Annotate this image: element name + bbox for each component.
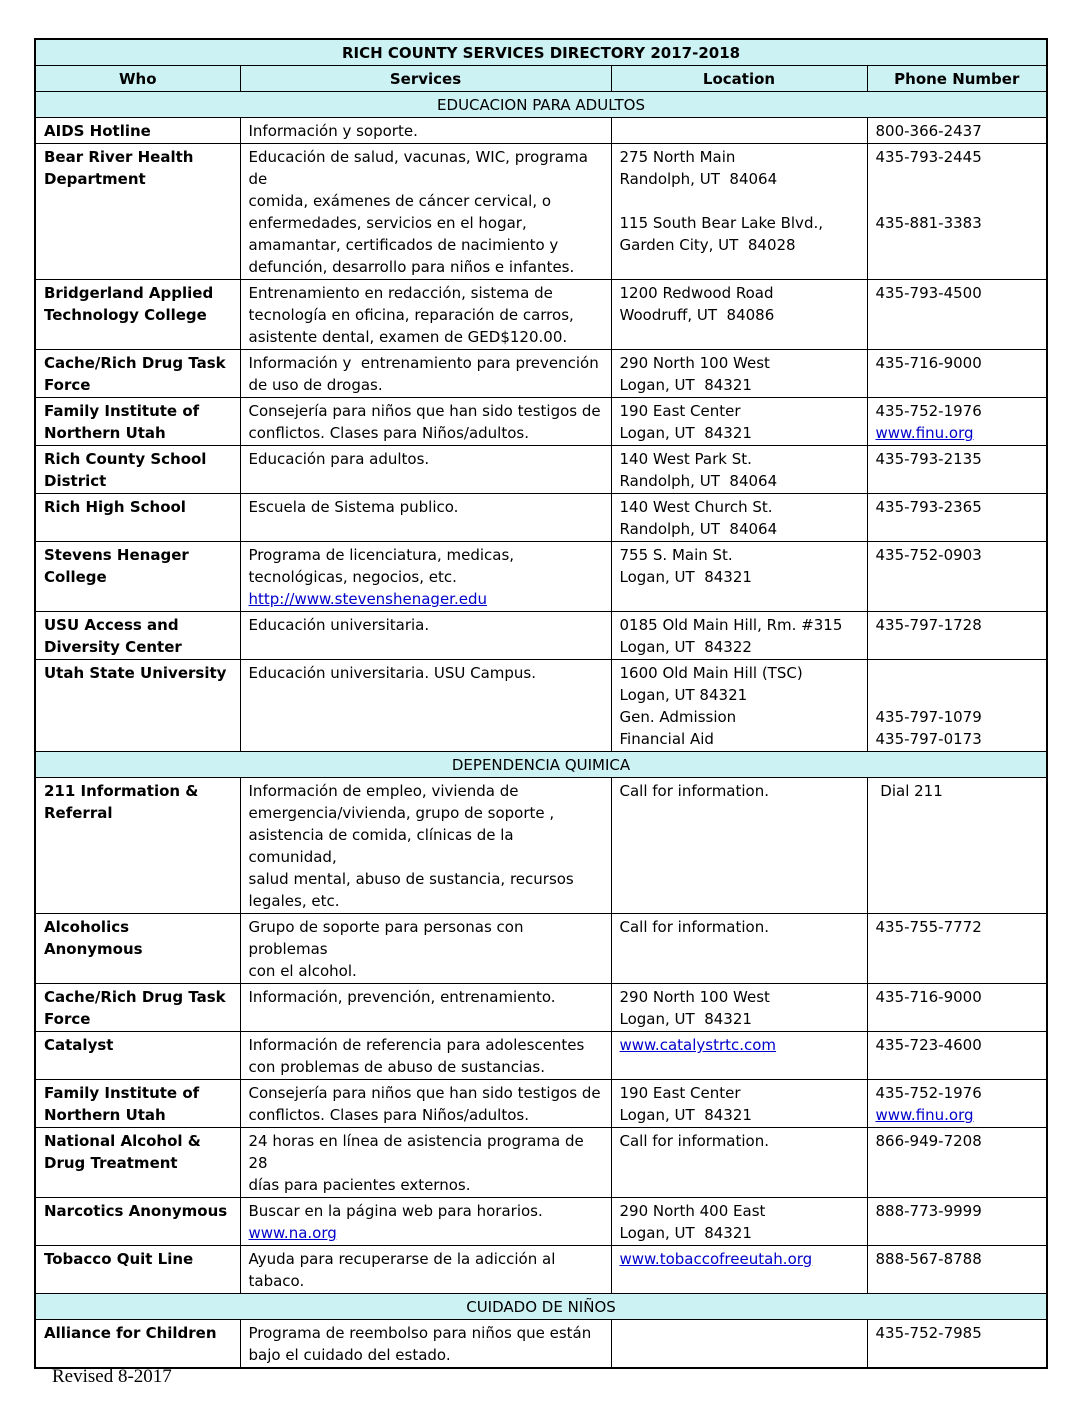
service-description-line: Consejería para niños que han sido testigos de (248, 1084, 601, 1102)
table-row (35, 542, 1047, 612)
location-cell (611, 1128, 867, 1198)
location-cell (611, 494, 867, 542)
location-cell (611, 144, 867, 280)
phone-number: 435-752-7985 (875, 1324, 982, 1342)
phone-cell (867, 494, 1047, 542)
table-row (35, 398, 1047, 446)
organization-name-line: Stevens Henager (44, 546, 189, 564)
section-heading: DEPENDENCIA QUIMICA (35, 752, 1047, 778)
section-header-row (35, 92, 1047, 118)
address-line: 140 West Park St. (619, 450, 752, 468)
service-description-line: Programa de licenciatura, medicas, (248, 546, 515, 564)
services-cell (240, 494, 611, 542)
location-cell (611, 1080, 867, 1128)
phone-number: 888-567-8788 (875, 1250, 982, 1268)
service-description-line: con el alcohol. (248, 962, 357, 980)
column-header-location: Location (611, 66, 867, 92)
table-row (35, 984, 1047, 1032)
organization-name-line: Bridgerland Applied (44, 284, 214, 302)
location-cell (611, 280, 867, 350)
service-description-line: emergencia/vivienda, grupo de soporte , (248, 804, 555, 822)
organization-name-line: Utah State University (44, 664, 227, 682)
table-row (35, 1198, 1047, 1246)
address-line: Woodruff, UT 84086 (619, 306, 775, 324)
services-cell (240, 1032, 611, 1080)
service-description-line: legales, etc. (248, 892, 340, 910)
location-cell (611, 1198, 867, 1246)
service-description-line: enfermedades, servicios en el hogar, (248, 214, 527, 232)
location-cell (611, 984, 867, 1032)
who-cell (35, 914, 240, 984)
table-row (35, 778, 1047, 914)
who-cell (35, 118, 240, 144)
who-cell (35, 778, 240, 914)
service-description-line: conflictos. Clases para Niños/adultos. (248, 1106, 529, 1124)
organization-name-line: Diversity Center (44, 638, 182, 656)
directory-title: RICH COUNTY SERVICES DIRECTORY 2017-2018 (35, 39, 1047, 66)
organization-name-line: Alcoholics Anonymous (44, 918, 143, 958)
organization-name-line: AIDS Hotline (44, 122, 151, 140)
address-line: Randolph, UT 84064 (619, 520, 778, 538)
phone-cell (867, 350, 1047, 398)
address-line: Financial Aid (619, 730, 714, 748)
phone-number: 435-793-2135 (875, 450, 982, 468)
phone-number (876, 684, 1039, 706)
service-description-line: Consejería para niños que han sido testigos de (248, 402, 601, 420)
organization-name-line: National Alcohol & (44, 1132, 201, 1150)
service-description-line: tabaco. (248, 1272, 305, 1290)
phone-number: 435-723-4600 (875, 1036, 982, 1054)
phone-number: 888-773-9999 (875, 1202, 982, 1220)
phone-number: 435-755-7772 (875, 918, 982, 936)
service-description-line: defunción, desarrollo para niños e infantes. (248, 258, 575, 276)
phone-cell (867, 1080, 1047, 1128)
table-row (35, 1128, 1047, 1198)
table-row (35, 446, 1047, 494)
service-description-line: días para pacientes externos. (248, 1176, 471, 1194)
address-line (620, 190, 859, 212)
who-cell (35, 446, 240, 494)
service-description-line: 24 horas en línea de asistencia programa de 28 (248, 1132, 589, 1172)
phone-cell (867, 1128, 1047, 1198)
address-line: 115 South Bear Lake Blvd., (619, 214, 823, 232)
table-row (35, 494, 1047, 542)
who-cell (35, 1246, 240, 1294)
services-cell (240, 1320, 611, 1369)
phone-number: 435-793-4500 (875, 284, 982, 302)
location-cell (611, 446, 867, 494)
table-row (35, 280, 1047, 350)
phone-cell (867, 118, 1047, 144)
organization-name-line: Narcotics Anonymous (44, 1202, 228, 1220)
address-line: 0185 Old Main Hill, Rm. #315 (619, 616, 843, 634)
phone-cell (867, 398, 1047, 446)
website-link[interactable]: http://www.stevenshenager.edu (248, 590, 487, 608)
phone-cell (867, 1246, 1047, 1294)
address-line: 190 East Center (619, 1084, 741, 1102)
service-description-line: Grupo de soporte para personas con problemas (248, 918, 529, 958)
phone-number: 435-752-1976 (875, 1084, 982, 1102)
service-description-line: tecnología en oficina, reparación de carros, (248, 306, 574, 324)
phone-cell (867, 1198, 1047, 1246)
address-line: 1200 Redwood Road (619, 284, 774, 302)
location-cell (611, 914, 867, 984)
phone-number (876, 662, 1039, 684)
location-cell (611, 1246, 867, 1294)
table-row (35, 118, 1047, 144)
column-header-phone: Phone Number (867, 66, 1047, 92)
service-description-line: tecnológicas, negocios, etc. (248, 568, 457, 586)
organization-name-line: Northern Utah (44, 1106, 166, 1124)
address-line: Call for information. (619, 918, 770, 936)
service-description-line: conflictos. Clases para Niños/adultos. (248, 424, 529, 442)
organization-name-line: Bear River Health (44, 148, 194, 166)
services-cell (240, 1080, 611, 1128)
service-description-line: asistencia de comida, clínicas de la comunidad, (248, 826, 519, 866)
phone-number: 800-366-2437 (875, 122, 982, 140)
address-line: Call for information. (619, 782, 770, 800)
who-cell (35, 1080, 240, 1128)
service-description-line: de uso de drogas. (248, 376, 383, 394)
section-header-row (35, 1294, 1047, 1320)
address-line: Logan, UT 84321 (619, 424, 752, 442)
who-cell (35, 280, 240, 350)
phone-cell (867, 280, 1047, 350)
phone-number: 435-752-0903 (875, 546, 982, 564)
location-cell (611, 660, 867, 752)
phone-number: 866-949-7208 (875, 1132, 982, 1150)
section-header-row (35, 752, 1047, 778)
who-cell (35, 350, 240, 398)
location-cell (611, 778, 867, 914)
section-heading: EDUCACION PARA ADULTOS (35, 92, 1047, 118)
organization-name-line: Family Institute of (44, 1084, 200, 1102)
who-cell (35, 494, 240, 542)
table-row (35, 1246, 1047, 1294)
phone-number: 435-793-2365 (875, 498, 982, 516)
location-cell (611, 398, 867, 446)
service-description-line: Educación para adultos. (248, 450, 430, 468)
service-description-line: Educación universitaria. (248, 616, 430, 634)
service-description-line: Educación universitaria. USU Campus. (248, 664, 537, 682)
address-line: Randolph, UT 84064 (619, 472, 778, 490)
phone-number: 435-797-0173 (875, 730, 982, 748)
services-cell (240, 778, 611, 914)
organization-name-line: Referral (44, 804, 113, 822)
services-cell (240, 398, 611, 446)
address-line: Logan, UT 84321 (619, 1224, 752, 1242)
organization-name-line: Family Institute of (44, 402, 200, 420)
phone-number: Dial 211 (875, 782, 943, 800)
who-cell (35, 398, 240, 446)
phone-number: 435-797-1079 (875, 708, 982, 726)
services-cell (240, 446, 611, 494)
organization-name-line: Rich County School (44, 450, 207, 468)
revised-date: Revised 8-2017 (52, 1366, 172, 1387)
phone-cell (867, 542, 1047, 612)
address-line: Logan, UT 84321 (619, 1010, 752, 1028)
service-description-line: bajo el cuidado del estado. (248, 1346, 451, 1364)
table-row (35, 1032, 1047, 1080)
organization-name-line: Alliance for Children (44, 1324, 217, 1342)
who-cell (35, 660, 240, 752)
address-line: Garden City, UT 84028 (619, 236, 796, 254)
organization-name-line: College (44, 568, 107, 586)
table-row (35, 914, 1047, 984)
who-cell (35, 984, 240, 1032)
phone-number: 435-793-2445 (875, 148, 982, 166)
organization-name-line: Cache/Rich Drug Task (44, 354, 226, 372)
services-cell (240, 1246, 611, 1294)
phone-cell (867, 1320, 1047, 1369)
who-cell (35, 542, 240, 612)
service-description-line: Información de empleo, vivienda de (248, 782, 519, 800)
address-line: 1600 Old Main Hill (TSC) (619, 664, 803, 682)
table-row (35, 1320, 1047, 1369)
address-line: Logan, UT 84321 (619, 376, 752, 394)
who-cell (35, 612, 240, 660)
phone-cell (867, 778, 1047, 914)
phone-cell (867, 1032, 1047, 1080)
address-line: Logan, UT 84321 (619, 568, 752, 586)
phone-number: 435-881-3383 (875, 214, 982, 232)
address-line: Call for information. (619, 1132, 770, 1150)
organization-name-line: Tobacco Quit Line (44, 1250, 194, 1268)
address-line: Logan, UT 84321 (619, 686, 748, 704)
location-cell (611, 350, 867, 398)
directory-page (34, 38, 1046, 1369)
phone-number: 435-716-9000 (875, 988, 982, 1006)
organization-name-line: Northern Utah (44, 424, 166, 442)
who-cell (35, 1320, 240, 1369)
organization-name-line: Drug Treatment (44, 1154, 178, 1172)
service-description-line: salud mental, abuso de sustancia, recursos (248, 870, 574, 888)
who-cell (35, 1032, 240, 1080)
address-line: 290 North 100 West (619, 354, 770, 372)
service-description-line: Buscar en la página web para horarios. (248, 1202, 543, 1220)
services-cell (240, 144, 611, 280)
website-link[interactable]: www.finu.org (875, 424, 974, 442)
service-description-line: comida, exámenes de cáncer cervical, o (248, 192, 552, 210)
phone-cell (867, 914, 1047, 984)
service-description-line: Escuela de Sistema publico. (248, 498, 459, 516)
phone-cell (867, 660, 1047, 752)
organization-name-line: District (44, 472, 107, 490)
services-cell (240, 350, 611, 398)
address-line: 755 S. Main St. (619, 546, 733, 564)
phone-number: 435-716-9000 (875, 354, 982, 372)
phone-cell (867, 144, 1047, 280)
services-cell (240, 1128, 611, 1198)
phone-number: 435-752-1976 (875, 402, 982, 420)
service-description-line: amamantar, certificados de nacimiento y (248, 236, 559, 254)
section-heading: CUIDADO DE NIÑOS (35, 1294, 1047, 1320)
address-line: 275 North Main (619, 148, 736, 166)
column-header-who: Who (35, 66, 240, 92)
table-row (35, 350, 1047, 398)
services-cell (240, 660, 611, 752)
address-line: 290 North 100 West (619, 988, 770, 1006)
organization-name-line: Force (44, 376, 91, 394)
address-line: 190 East Center (619, 402, 741, 420)
location-cell (611, 1320, 867, 1369)
service-description-line: Información y soporte. (248, 122, 418, 140)
service-description-line: Información y entrenamiento para prevención (248, 354, 599, 372)
services-cell (240, 542, 611, 612)
services-cell (240, 984, 611, 1032)
who-cell (35, 1128, 240, 1198)
phone-number (876, 190, 1039, 212)
table-row (35, 1080, 1047, 1128)
address-line: Logan, UT 84321 (619, 1106, 752, 1124)
services-directory-table (34, 38, 1048, 1369)
phone-number: 435-797-1728 (875, 616, 982, 634)
who-cell (35, 1198, 240, 1246)
service-description-line: Educación de salud, vacunas, WIC, programa de (248, 148, 593, 188)
table-row (35, 660, 1047, 752)
address-line: Randolph, UT 84064 (619, 170, 778, 188)
location-cell (611, 542, 867, 612)
phone-cell (867, 984, 1047, 1032)
services-cell (240, 612, 611, 660)
location-cell (611, 118, 867, 144)
location-cell (611, 1032, 867, 1080)
organization-name-line: Rich High School (44, 498, 186, 516)
table-row (35, 612, 1047, 660)
services-cell (240, 280, 611, 350)
services-cell (240, 1198, 611, 1246)
service-description-line: Información de referencia para adolescentes (248, 1036, 585, 1054)
organization-name-line: Force (44, 1010, 91, 1028)
services-cell (240, 118, 611, 144)
website-link[interactable]: www.na.org (248, 1224, 337, 1242)
table-row (35, 144, 1047, 280)
address-line: Logan, UT 84322 (619, 638, 752, 656)
services-cell (240, 914, 611, 984)
service-description-line: con problemas de abuso de sustancias. (248, 1058, 545, 1076)
column-header-row (35, 66, 1047, 92)
service-description-line: Información, prevención, entrenamiento. (248, 988, 556, 1006)
address-line: 140 West Church St. (619, 498, 773, 516)
column-header-services: Services (240, 66, 611, 92)
organization-name-line: Technology College (44, 306, 207, 324)
phone-cell (867, 612, 1047, 660)
organization-name-line: 211 Information & (44, 782, 199, 800)
service-description-line: Entrenamiento en redacción, sistema de (248, 284, 553, 302)
organization-name-line: Catalyst (44, 1036, 114, 1054)
website-link[interactable]: www.catalystrtc.com (619, 1036, 777, 1054)
organization-name-line: Cache/Rich Drug Task (44, 988, 226, 1006)
phone-cell (867, 446, 1047, 494)
service-description-line: asistente dental, examen de GED$120.00. (248, 328, 568, 346)
address-line: Gen. Admission (619, 708, 737, 726)
phone-number (876, 168, 1039, 190)
website-link[interactable]: www.finu.org (875, 1106, 974, 1124)
organization-name-line: USU Access and (44, 616, 179, 634)
who-cell (35, 144, 240, 280)
location-cell (611, 612, 867, 660)
organization-name-line: Department (44, 170, 146, 188)
website-link[interactable]: www.tobaccofreeutah.org (619, 1250, 813, 1268)
service-description-line: Programa de reembolso para niños que están (248, 1324, 592, 1342)
address-line: 290 North 400 East (619, 1202, 766, 1220)
service-description-line: Ayuda para recuperarse de la adicción al (248, 1250, 556, 1268)
